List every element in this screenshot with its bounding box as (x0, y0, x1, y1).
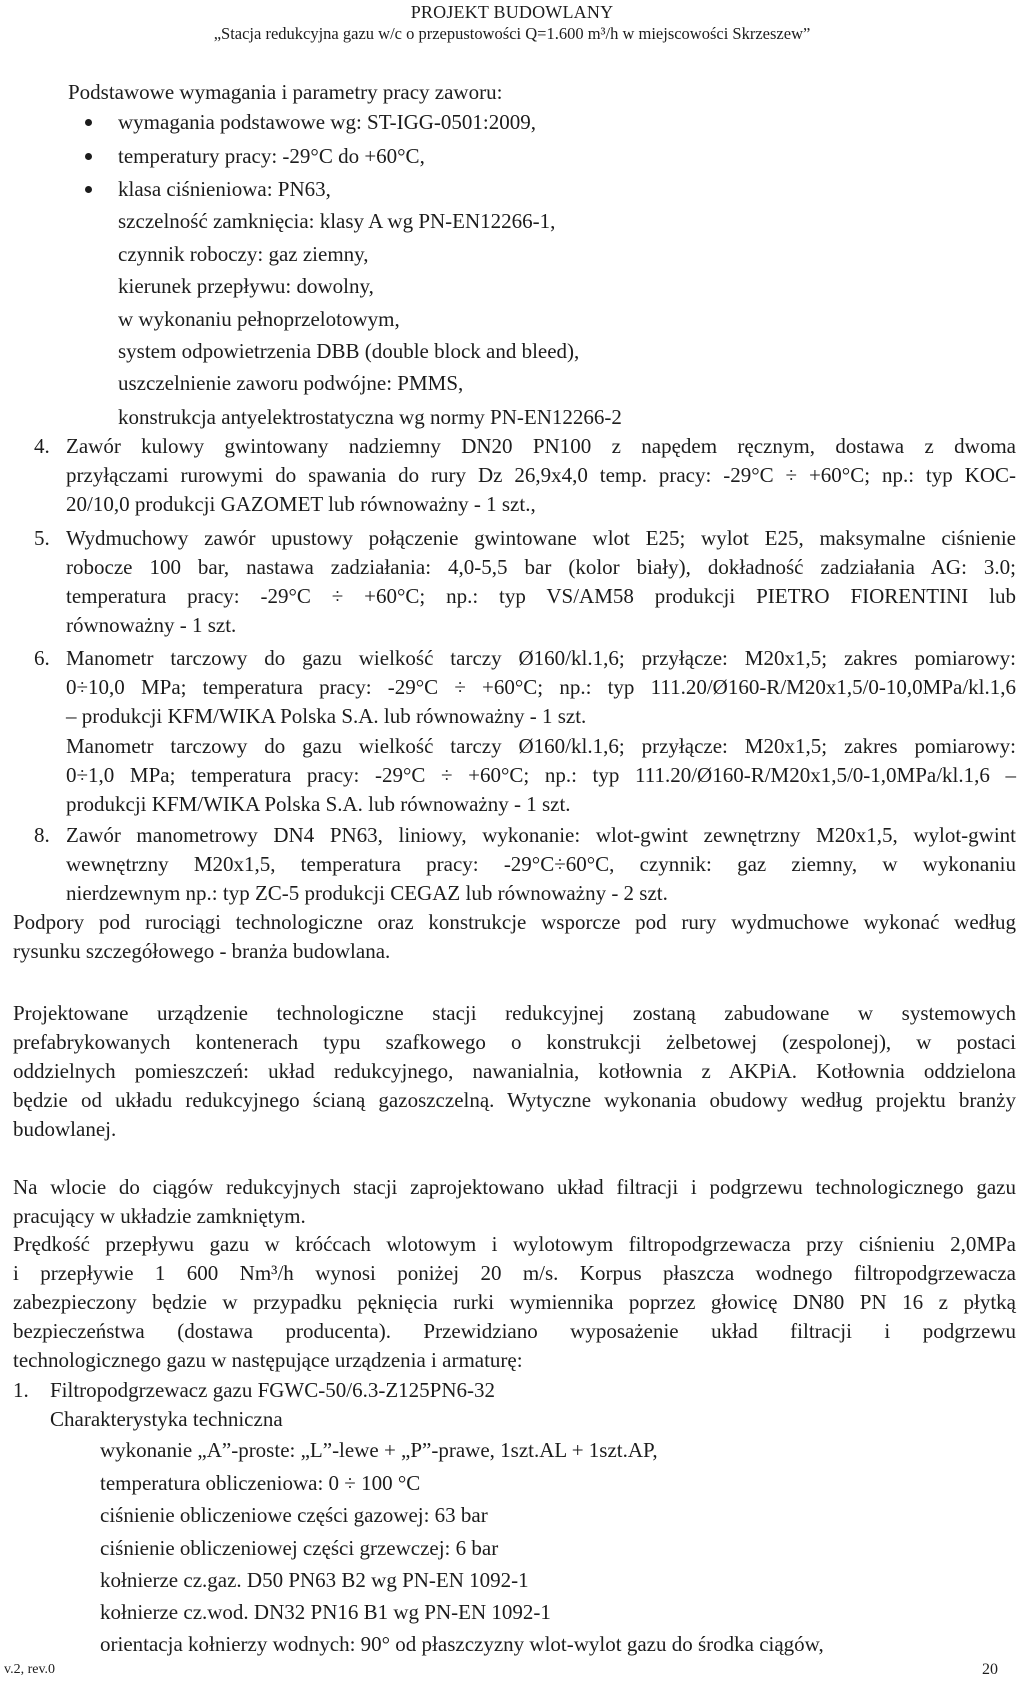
filtration-paragraph-line: i przepływie 1 600 Nm³/h wynosi poniżej 20 m/s. Korpus płaszcza wodnego filtropodgrzewacza (13, 1261, 1016, 1285)
filtration-paragraph-line: Na wlocie do ciągów redukcyjnych stacji zaprojektowano układ filtracji i podgrzewu technologicznego gazu (13, 1175, 1016, 1199)
version-label: v.2, rev.0 (4, 1662, 56, 1677)
item-number: 5. (34, 526, 50, 550)
item-line: Manometr tarczowy do gazu wielkość tarczy Ø160/kl.1,6; przyłącze: M20x1,5; zakres pomiarowy: (66, 646, 1016, 670)
bullet-item: wymagania podstawowe wg: ST-IGG-0501:2009, (118, 110, 537, 134)
param-line: konstrukcja antyelektrostatyczna wg normy PN-EN12266-2 (118, 405, 622, 429)
filter-spec-line: temperatura obliczeniowa: 0 ÷ 100 °C (100, 1471, 421, 1495)
param-line: uszczelnienie zaworu podwójne: PMMS, (118, 371, 464, 395)
item-line: nierdzewnym np.: typ ZC-5 produkcji CEGAZ lub równoważny - 2 szt. (66, 881, 668, 905)
filter-spec-line: ciśnienie obliczeniowe części gazowej: 63 bar (100, 1503, 488, 1527)
filter-item-subtitle: Charakterystyka techniczna (50, 1407, 283, 1431)
bullet-item: temperatury pracy: -29°C do +60°C, (118, 144, 425, 168)
item-number: 6. (34, 646, 50, 670)
item-line: robocze 100 bar, nastawa zadziałania: 4,0-5,5 bar (kolor biały), dokładność zadziałania AG: 3.0; (66, 555, 1016, 579)
filtration-paragraph-line: technologicznego gazu w następujące urządzenia i armaturę: (13, 1348, 523, 1372)
item-line: wewnętrzny M20x1,5, temperatura pracy: -29°C÷60°C, czynnik: gaz ziemny, w wykonaniu (66, 852, 1016, 876)
item-line: przyłączami rurowymi do spawania do rury Dz 26,9x4,0 temp. pracy: -29°C ÷ +60°C; np.: typ KOC- (66, 463, 1016, 487)
item-line: Zawór manometrowy DN4 PN63, liniowy, wykonanie: wlot-gwint zewnętrzny M20x1,5, wylot-gwint (66, 823, 1016, 847)
container-paragraph-line: oddzielnych pomieszczeń: układ redukcyjnego, nawanialnia, kotłownia z AKPiA. Kotłownia oddzielona (13, 1059, 1016, 1083)
param-line: system odpowietrzenia DBB (double block and bleed), (118, 339, 580, 363)
document-header-title: PROJEKT BUDOWLANY (410, 2, 614, 22)
item-line: – produkcji KFM/WIKA Polska S.A. lub równoważny - 1 szt. (66, 704, 587, 728)
item-line: równoważny - 1 szt. (66, 613, 237, 637)
filter-spec-line: orientacja kołnierzy wodnych: 90° od płaszczyzny wlot-wylot gazu do środka ciągów, (100, 1632, 824, 1656)
filter-spec-line: wykonanie „A”-proste: „L”-lewe + „P”-prawe, 1szt.AL + 1szt.AP, (100, 1438, 658, 1462)
item-line: produkcji KFM/WIKA Polska S.A. lub równoważny - 1 szt. (66, 792, 571, 816)
filtration-paragraph-line: zabezpieczony będzie w przypadku pęknięcia rurki wymiennika poprzez głowicę DN80 PN 16 z płytką (13, 1290, 1016, 1314)
param-line: czynnik roboczy: gaz ziemny, (118, 242, 369, 266)
valve-params-intro: Podstawowe wymagania i parametry pracy zaworu: (68, 80, 503, 104)
filter-item-title: Filtropodgrzewacz gazu FGWC-50/6.3-Z125PN6-32 (50, 1378, 495, 1402)
filtration-paragraph-line: bezpieczeństwa (dostawa producenta). Przewidziano wyposażenie układ filtracji i podgrzewu (13, 1319, 1016, 1343)
container-paragraph-line: budowlanej. (13, 1117, 117, 1141)
item-line: Manometr tarczowy do gazu wielkość tarczy Ø160/kl.1,6; przyłącze: M20x1,5; zakres pomiarowy: (66, 734, 1016, 758)
container-paragraph-line: Projektowane urządzenie technologiczne stacji redukcyjnej zostaną zabudowane w systemowych (13, 1001, 1016, 1025)
param-line: szczelność zamknięcia: klasy A wg PN-EN12266-1, (118, 209, 556, 233)
filter-spec-line: kołnierze cz.gaz. D50 PN63 B2 wg PN-EN 1092-1 (100, 1568, 529, 1592)
filtration-paragraph-line: pracujący w układzie zamkniętym. (13, 1204, 306, 1228)
document-header-subtitle: „Stacja redukcyjna gazu w/c o przepustowości Q=1.600 m³/h w miejscowości Skrzeszew” (213, 24, 811, 43)
param-line: w wykonaniu pełnoprzelotowym, (118, 307, 400, 331)
filtration-paragraph-line: Prędkość przepływu gazu w króćcach wlotowym i wylotowym filtropodgrzewacza przy ciśnieniu 2,0MPa (13, 1232, 1016, 1256)
param-line: kierunek przepływu: dowolny, (118, 274, 374, 298)
item-number: 8. (34, 823, 50, 847)
item-line: 0÷1,0 MPa; temperatura pracy: -29°C ÷ +60°C; np.: typ 111.20/Ø160-R/M20x1,5/0-1,0MPa/kl.1,6 – (66, 763, 1016, 787)
container-paragraph-line: będzie od układu redukcyjnego ścianą gazoszczelną. Wytyczne wykonania obudowy według projektu branży (13, 1088, 1016, 1112)
item-line: 20/10,0 produkcji GAZOMET lub równoważny - 1 szt., (66, 492, 536, 516)
item-number: 4. (34, 434, 50, 458)
item-line: 0÷10,0 MPa; temperatura pracy: -29°C ÷ +60°C; np.: typ 111.20/Ø160-R/M20x1,5/0-10,0MPa/kl.1,6 (66, 675, 1016, 699)
item-number: 1. (13, 1378, 29, 1402)
item-line: Zawór kulowy gwintowany nadziemny DN20 PN100 z napędem ręcznym, dostawa z dwoma (66, 434, 1016, 458)
filter-spec-line: kołnierze cz.wod. DN32 PN16 B1 wg PN-EN 1092-1 (100, 1600, 551, 1624)
item-line: Wydmuchowy zawór upustowy połączenie gwintowane wlot E25; wylot E25, maksymalne ciśnienie (66, 526, 1016, 550)
supports-line: rysunku szczegółowego - branża budowlana. (13, 939, 391, 963)
bullet-item: klasa ciśnieniowa: PN63, (118, 177, 331, 201)
supports-line: Podpory pod rurociągi technologiczne oraz konstrukcje wsporcze pod rury wydmuchowe wykonać według (13, 910, 1016, 934)
item-line: temperatura pracy: -29°C ÷ +60°C; np.: typ VS/AM58 produkcji PIETRO FIORENTINI lub (66, 584, 1016, 608)
page-number: 20 (982, 1661, 998, 1678)
container-paragraph-line: prefabrykowanych kontenerach typu szafkowego o konstrukcji żelbetowej (zespolonej), w postaci (13, 1030, 1016, 1054)
filter-spec-line: ciśnienie obliczeniowej części grzewczej: 6 bar (100, 1536, 499, 1560)
